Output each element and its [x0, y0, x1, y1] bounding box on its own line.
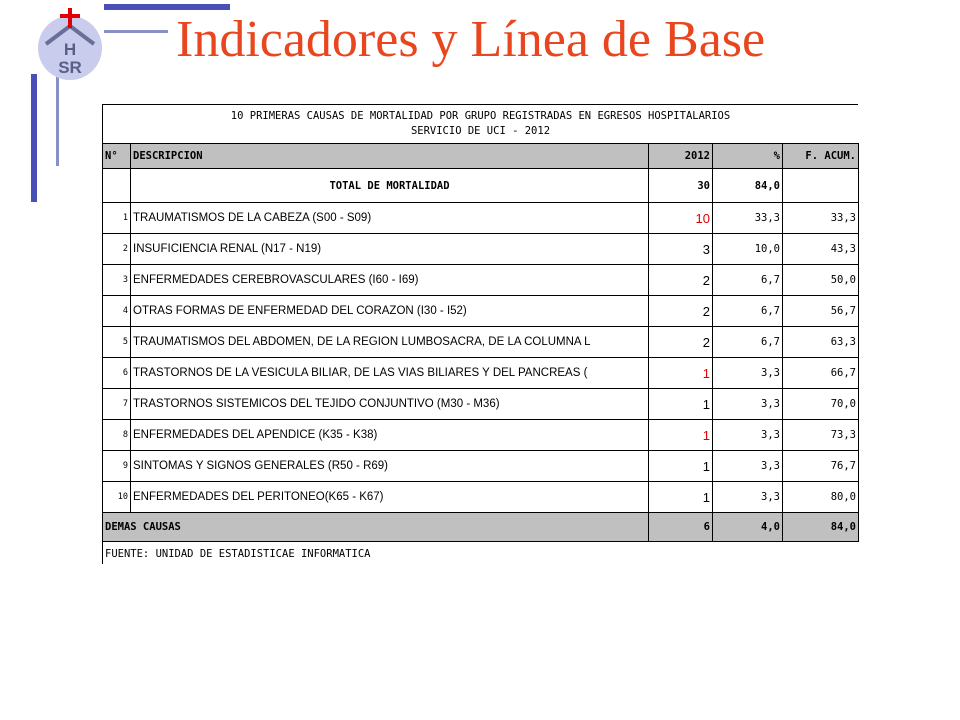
row-number: 6: [103, 358, 131, 389]
row-number: 8: [103, 420, 131, 451]
demas-value: 6: [649, 513, 713, 542]
source-note: FUENTE: UNIDAD DE ESTADISTICAE INFORMATICA: [102, 542, 858, 564]
decorative-top-bar: [104, 4, 230, 10]
decorative-left-thin-bar: [56, 74, 59, 166]
row-value: 1: [649, 420, 713, 451]
row-cumulative: 63,3: [783, 327, 859, 358]
demas-causas-row: [103, 513, 859, 542]
report-header: [102, 104, 858, 143]
row-cumulative: 43,3: [783, 234, 859, 265]
table-row: [103, 482, 859, 513]
hospital-logo: [28, 6, 112, 82]
total-pct: 84,0: [713, 169, 783, 203]
total-value: 30: [649, 169, 713, 203]
demas-label: DEMAS CAUSAS: [103, 513, 649, 542]
row-value: 1: [649, 389, 713, 420]
row-value: 3: [649, 234, 713, 265]
logo-text-bottom: SR: [58, 58, 82, 77]
table-row: [103, 265, 859, 296]
row-number: 3: [103, 265, 131, 296]
row-cumulative: 56,7: [783, 296, 859, 327]
report-title: 10 PRIMERAS CAUSAS DE MORTALIDAD POR GRUPO REGISTRADAS EN EGRESOS HOSPITALARIOS: [230, 110, 731, 122]
row-value: 2: [649, 296, 713, 327]
row-number: 2: [103, 234, 131, 265]
row-description: ENFERMEDADES DEL PERITONEO(K65 - K67): [131, 482, 649, 513]
table-row: [103, 451, 859, 482]
row-number: 5: [103, 327, 131, 358]
table-header-row: [103, 144, 859, 169]
row-percent: 3,3: [713, 482, 783, 513]
row-cumulative: 76,7: [783, 451, 859, 482]
row-cumulative: 50,0: [783, 265, 859, 296]
decorative-thin-bar: [104, 30, 168, 33]
row-description: SINTOMAS Y SIGNOS GENERALES (R50 - R69): [131, 451, 649, 482]
total-n-cell: [103, 169, 131, 203]
row-value: 10: [649, 203, 713, 234]
row-number: 7: [103, 389, 131, 420]
table-row: [103, 327, 859, 358]
row-number: 4: [103, 296, 131, 327]
row-description: TRASTORNOS SISTEMICOS DEL TEJIDO CONJUNTIVO (M30 - M36): [131, 389, 649, 420]
row-percent: 6,7: [713, 265, 783, 296]
logo-text-top: H: [63, 40, 77, 59]
decorative-left-bar: [31, 74, 37, 202]
row-percent: 3,3: [713, 389, 783, 420]
table-row: [103, 358, 859, 389]
row-value: 1: [649, 358, 713, 389]
row-percent: 3,3: [713, 420, 783, 451]
row-value: 1: [649, 451, 713, 482]
row-number: 9: [103, 451, 131, 482]
row-cumulative: 66,7: [783, 358, 859, 389]
logo-cross-horizontal: [60, 14, 80, 18]
total-row: [103, 169, 859, 203]
row-description: TRAUMATISMOS DE LA CABEZA (S00 - S09): [131, 203, 649, 234]
total-acum-cell: [783, 169, 859, 203]
mortality-report: [102, 104, 858, 564]
table-row: [103, 420, 859, 451]
row-percent: 10,0: [713, 234, 783, 265]
report-subtitle: SERVICIO DE UCI - 2012: [410, 125, 551, 137]
table-row: [103, 389, 859, 420]
row-number: 10: [103, 482, 131, 513]
row-percent: 33,3: [713, 203, 783, 234]
mortality-table: [102, 143, 859, 542]
row-value: 2: [649, 265, 713, 296]
row-description: ENFERMEDADES DEL APENDICE (K35 - K38): [131, 420, 649, 451]
header-pct: %: [713, 144, 783, 169]
row-percent: 3,3: [713, 358, 783, 389]
row-cumulative: 70,0: [783, 389, 859, 420]
header-year: 2012: [649, 144, 713, 169]
row-description: OTRAS FORMAS DE ENFERMEDAD DEL CORAZON (I30 - I52): [131, 296, 649, 327]
row-value: 1: [649, 482, 713, 513]
row-cumulative: 33,3: [783, 203, 859, 234]
slide-title: Indicadores y Línea de Base: [176, 11, 766, 68]
row-description: INSUFICIENCIA RENAL (N17 - N19): [131, 234, 649, 265]
row-percent: 6,7: [713, 296, 783, 327]
row-percent: 3,3: [713, 451, 783, 482]
row-value: 2: [649, 327, 713, 358]
total-label: TOTAL DE MORTALIDAD: [131, 169, 649, 203]
header-n: N°: [103, 144, 131, 169]
row-description: ENFERMEDADES CEREBROVASCULARES (I60 - I69): [131, 265, 649, 296]
row-description: TRAUMATISMOS DEL ABDOMEN, DE LA REGION LUMBOSACRA, DE LA COLUMNA L: [131, 327, 649, 358]
table-row: [103, 203, 859, 234]
row-cumulative: 73,3: [783, 420, 859, 451]
demas-pct: 4,0: [713, 513, 783, 542]
row-description: TRASTORNOS DE LA VESICULA BILIAR, DE LAS VIAS BILIARES Y DEL PANCREAS (: [131, 358, 649, 389]
table-row: [103, 234, 859, 265]
header-descripcion: DESCRIPCION: [131, 144, 649, 169]
table-row: [103, 296, 859, 327]
header-acum: F. ACUM.: [783, 144, 859, 169]
demas-acum: 84,0: [783, 513, 859, 542]
row-cumulative: 80,0: [783, 482, 859, 513]
row-percent: 6,7: [713, 327, 783, 358]
row-number: 1: [103, 203, 131, 234]
